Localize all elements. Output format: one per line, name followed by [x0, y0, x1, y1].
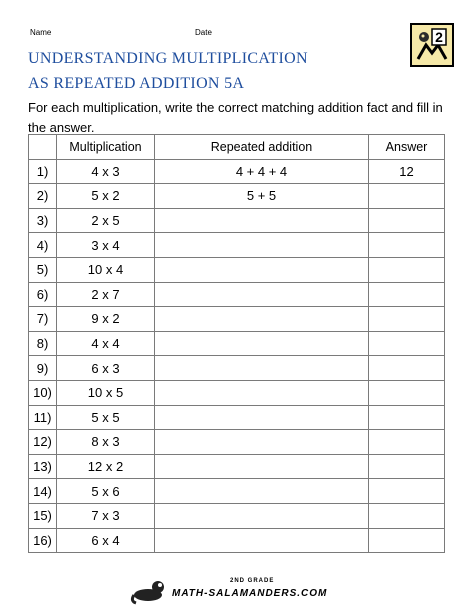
answer-field[interactable] — [369, 307, 445, 332]
answer-field[interactable] — [369, 233, 445, 258]
multiplication-cell: 2 x 5 — [57, 208, 155, 233]
worksheet-table — [28, 134, 445, 553]
row-number: 10) — [29, 380, 57, 405]
multiplication-cell: 5 x 2 — [57, 184, 155, 209]
salamander-icon — [412, 25, 452, 65]
footer-site-text: MATH-SALAMANDERS.COM — [172, 588, 328, 599]
page-title-line1: UNDERSTANDING MULTIPLICATION — [28, 50, 308, 67]
name-label: Name — [30, 28, 52, 37]
row-number: 3) — [29, 208, 57, 233]
table-row — [29, 208, 445, 233]
multiplication-cell: 12 x 2 — [57, 454, 155, 479]
repeated-addition-field[interactable] — [155, 430, 369, 455]
repeated-addition-field[interactable]: 5 + 5 — [155, 184, 369, 209]
answer-field[interactable] — [369, 430, 445, 455]
table-row — [29, 430, 445, 455]
answer-field[interactable] — [369, 528, 445, 553]
row-number: 4) — [29, 233, 57, 258]
row-number: 7) — [29, 307, 57, 332]
answer-field[interactable] — [369, 257, 445, 282]
repeated-addition-field[interactable]: 4 + 4 + 4 — [155, 159, 369, 184]
row-number: 9) — [29, 356, 57, 381]
row-number: 8) — [29, 331, 57, 356]
table-row — [29, 282, 445, 307]
table-row — [29, 528, 445, 553]
table-row — [29, 356, 445, 381]
multiplication-cell: 4 x 3 — [57, 159, 155, 184]
multiplication-cell: 5 x 6 — [57, 479, 155, 504]
table-row — [29, 257, 445, 282]
table-row — [29, 307, 445, 332]
repeated-addition-field[interactable] — [155, 307, 369, 332]
table-row — [29, 331, 445, 356]
date-label: Date — [195, 28, 212, 37]
answer-field[interactable] — [369, 282, 445, 307]
multiplication-cell: 6 x 4 — [57, 528, 155, 553]
row-number: 16) — [29, 528, 57, 553]
table-row — [29, 380, 445, 405]
header-number — [29, 135, 57, 160]
table-row — [29, 454, 445, 479]
table-row — [29, 405, 445, 430]
table-row — [29, 503, 445, 528]
footer-logo — [130, 575, 345, 605]
repeated-addition-field[interactable] — [155, 233, 369, 258]
header-repeated-addition: Repeated addition — [155, 135, 369, 160]
row-number: 5) — [29, 257, 57, 282]
repeated-addition-field[interactable] — [155, 454, 369, 479]
row-number: 11) — [29, 405, 57, 430]
repeated-addition-field[interactable] — [155, 380, 369, 405]
row-number: 1) — [29, 159, 57, 184]
answer-field[interactable] — [369, 454, 445, 479]
repeated-addition-field[interactable] — [155, 479, 369, 504]
multiplication-cell: 8 x 3 — [57, 430, 155, 455]
repeated-addition-field[interactable] — [155, 282, 369, 307]
multiplication-cell: 9 x 2 — [57, 307, 155, 332]
table-row — [29, 184, 445, 209]
row-number: 2) — [29, 184, 57, 209]
multiplication-cell: 10 x 5 — [57, 380, 155, 405]
row-number: 12) — [29, 430, 57, 455]
repeated-addition-field[interactable] — [155, 257, 369, 282]
page-title-line2: AS REPEATED ADDITION 5A — [28, 75, 245, 92]
repeated-addition-field[interactable] — [155, 208, 369, 233]
logo-grade-number: 2 — [435, 29, 443, 45]
table-row — [29, 159, 445, 184]
repeated-addition-field[interactable] — [155, 331, 369, 356]
multiplication-cell: 4 x 4 — [57, 331, 155, 356]
answer-field[interactable]: 12 — [369, 159, 445, 184]
answer-field[interactable] — [369, 380, 445, 405]
multiplication-cell: 3 x 4 — [57, 233, 155, 258]
repeated-addition-field[interactable] — [155, 405, 369, 430]
table-row — [29, 479, 445, 504]
footer-salamander-icon — [130, 575, 170, 605]
answer-field[interactable] — [369, 503, 445, 528]
answer-field[interactable] — [369, 356, 445, 381]
multiplication-cell: 7 x 3 — [57, 503, 155, 528]
repeated-addition-field[interactable] — [155, 528, 369, 553]
answer-field[interactable] — [369, 208, 445, 233]
answer-field[interactable] — [369, 479, 445, 504]
row-number: 13) — [29, 454, 57, 479]
answer-field[interactable] — [369, 405, 445, 430]
footer-grade-text: 2ND GRADE — [230, 578, 275, 584]
answer-field[interactable] — [369, 331, 445, 356]
row-number: 15) — [29, 503, 57, 528]
row-number: 14) — [29, 479, 57, 504]
row-number: 6) — [29, 282, 57, 307]
math-salamanders-logo — [410, 23, 454, 67]
table-row — [29, 233, 445, 258]
header-multiplication: Multiplication — [57, 135, 155, 160]
multiplication-cell: 10 x 4 — [57, 257, 155, 282]
answer-field[interactable] — [369, 184, 445, 209]
instructions: For each multiplication, write the correct matching addition fact and fill in the answer. — [28, 100, 443, 135]
table-header-row — [29, 135, 445, 160]
multiplication-cell: 6 x 3 — [57, 356, 155, 381]
multiplication-cell: 5 x 5 — [57, 405, 155, 430]
multiplication-cell: 2 x 7 — [57, 282, 155, 307]
header-answer: Answer — [369, 135, 445, 160]
repeated-addition-field[interactable] — [155, 356, 369, 381]
repeated-addition-field[interactable] — [155, 503, 369, 528]
